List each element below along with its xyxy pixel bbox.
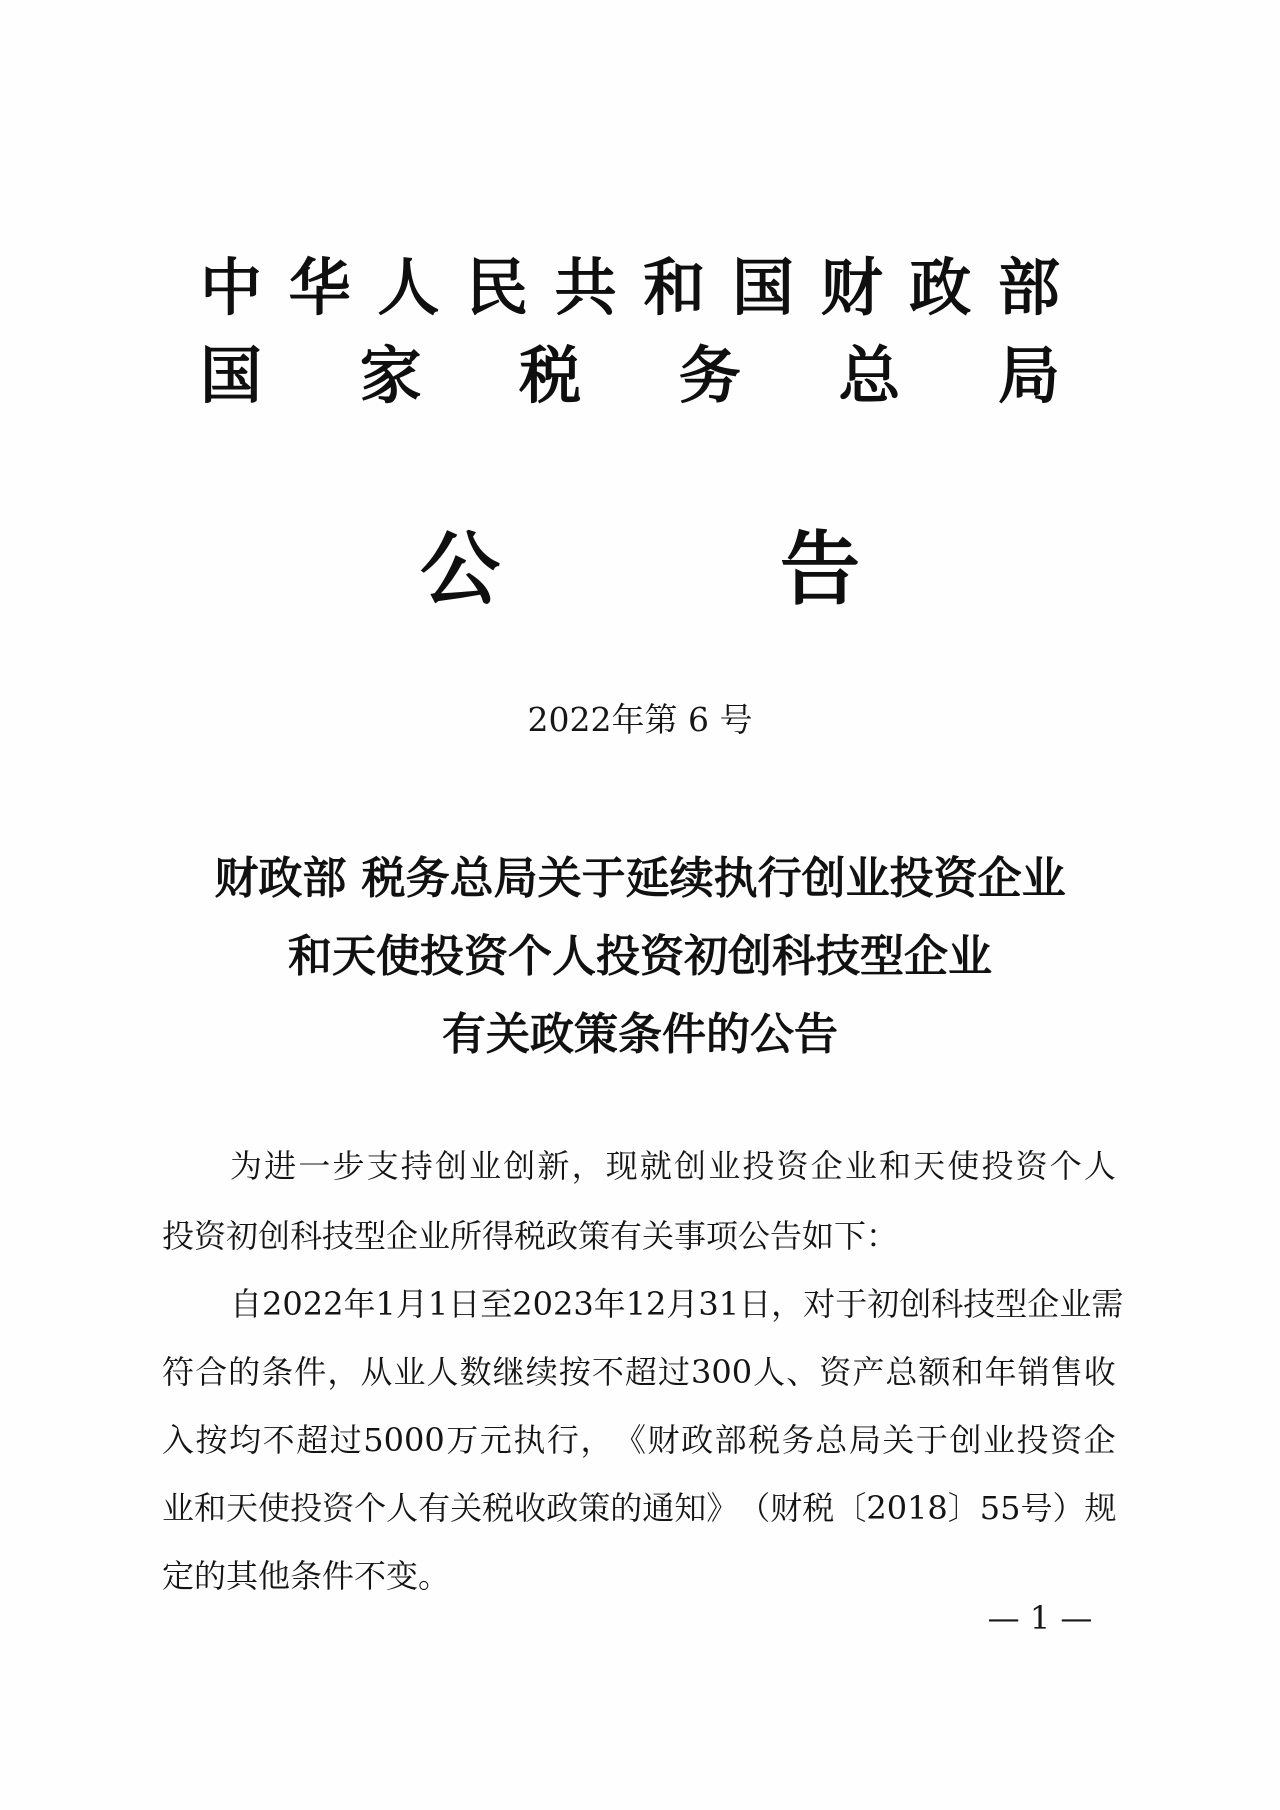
text-token: 业 [983, 1421, 1016, 1459]
text-token: 和 [878, 1147, 911, 1185]
text-token: 额 [918, 1353, 951, 1391]
issuer-char: 政 [909, 251, 972, 324]
text-token: 的 [228, 1353, 261, 1391]
document-number: 2022年第 6 号 [527, 700, 753, 739]
text-token: 产 [852, 1353, 885, 1391]
text-token: 超 [296, 1421, 329, 1459]
issuer-tax-administration [200, 336, 1060, 416]
text-token: 55 [979, 1489, 1021, 1527]
text-token: 个 [1049, 1147, 1082, 1185]
text-token: 新 [537, 1147, 570, 1185]
text-token: 按 [195, 1421, 228, 1459]
text-token: 局 [848, 1421, 881, 1459]
text-token: 不 [591, 1353, 624, 1391]
text-token: 政 [681, 1421, 714, 1459]
text-token: 日 [739, 1285, 772, 1323]
text-token: ， [571, 1147, 604, 1185]
text-token: 人 [1083, 1147, 1116, 1185]
text-token: 使 [258, 1489, 291, 1527]
text-token: 续 [525, 1353, 558, 1391]
text-token: ） [1052, 1489, 1085, 1527]
text-token: 年 [984, 1353, 1017, 1391]
text-token: 号 [1020, 1489, 1053, 1527]
issuer-char: 民 [465, 251, 528, 324]
text-token: （ [738, 1489, 771, 1527]
text-token: 收 [1083, 1353, 1116, 1391]
text-token: 符 [162, 1353, 195, 1391]
text-token: 从 [360, 1353, 393, 1391]
text-token: 个 [354, 1489, 387, 1527]
text-token: 型 [995, 1285, 1028, 1323]
text-token: 《 [613, 1421, 646, 1459]
text-token: 部 [714, 1421, 747, 1459]
issuer-char: 国 [200, 339, 263, 412]
text-token: 进 [264, 1147, 297, 1185]
text-token: 现 [605, 1147, 638, 1185]
body-paragraph-line [162, 1348, 1116, 1396]
body-paragraph-line [162, 1416, 1116, 1464]
text-token: 政 [546, 1489, 579, 1527]
text-token: 天 [913, 1147, 946, 1185]
text-token: 于 [835, 1285, 868, 1323]
issuer-char: 财 [820, 251, 883, 324]
text-token: 收 [514, 1489, 547, 1527]
document-title-line: 和天使投资个人投资初创科技型企业 [288, 931, 992, 982]
text-token: 税 [748, 1421, 781, 1459]
text-token: 业 [162, 1489, 195, 1527]
issuer-char: 和 [643, 251, 706, 324]
text-token: 初 [867, 1285, 900, 1323]
issuer-char: 共 [554, 251, 617, 324]
text-token: 过 [657, 1353, 690, 1391]
text-token: 投 [1016, 1421, 1049, 1459]
text-token: 通 [642, 1489, 675, 1527]
body-paragraph-line [230, 1280, 1124, 1328]
text-token: 投 [742, 1147, 775, 1185]
text-token: 业 [844, 1147, 877, 1185]
text-token: 投 [981, 1147, 1014, 1185]
text-token: 总 [885, 1353, 918, 1391]
text-token: 日 [448, 1285, 481, 1323]
text-token: 不 [262, 1421, 295, 1459]
text-token: 有 [418, 1489, 451, 1527]
text-token: 税 [482, 1489, 515, 1527]
text-token: 销 [1017, 1353, 1050, 1391]
text-token: 支 [366, 1147, 399, 1185]
body-paragraph-line [230, 1142, 1116, 1190]
text-token: 资 [1050, 1421, 1083, 1459]
document-title-line: 财政部 税务总局关于延续执行创业投资企业 [214, 853, 1066, 904]
text-token: 资 [819, 1353, 852, 1391]
issuer-char: 务 [678, 339, 741, 412]
text-token: 为 [230, 1147, 263, 1185]
text-token: 规 [1084, 1489, 1117, 1527]
text-token: 、 [786, 1353, 819, 1391]
text-token: 数 [459, 1353, 492, 1391]
text-token: 创 [949, 1421, 982, 1459]
text-token: 元 [479, 1421, 512, 1459]
text-token: 税 [802, 1489, 835, 1527]
issuer-char: 税 [519, 339, 582, 412]
body-paragraph-line: 投资初创科技型企业所得税政策有关事项公告如下： [162, 1217, 899, 1255]
text-token: 和 [194, 1489, 227, 1527]
text-token: 对 [803, 1285, 836, 1323]
text-token: 万 [446, 1421, 479, 1459]
text-token: 创 [899, 1285, 932, 1323]
body-paragraph-line [162, 1484, 1116, 1532]
text-token: 均 [229, 1421, 262, 1459]
text-token: 技 [963, 1285, 996, 1323]
issuer-char: 人 [377, 251, 440, 324]
issuer-char: 国 [731, 251, 794, 324]
text-token: 2018 [866, 1489, 948, 1527]
text-token: 一 [298, 1147, 331, 1185]
text-token: 至 [480, 1285, 513, 1323]
text-token: 创 [674, 1147, 707, 1185]
text-token: 于 [915, 1421, 948, 1459]
issuer-char: 中 [200, 251, 263, 324]
text-token: 资 [776, 1147, 809, 1185]
text-token: 需 [1091, 1285, 1124, 1323]
text-token: 创 [503, 1147, 536, 1185]
text-token: 关 [882, 1421, 915, 1459]
text-token: 步 [332, 1147, 365, 1185]
text-token: 业 [469, 1147, 502, 1185]
text-token: 创 [434, 1147, 467, 1185]
text-token: 企 [1083, 1421, 1116, 1459]
text-token: 入 [162, 1421, 195, 1459]
text-token: 资 [322, 1489, 355, 1527]
issuer-char: 局 [997, 339, 1060, 412]
issuer-char: 华 [288, 251, 351, 324]
text-token: 科 [931, 1285, 964, 1323]
text-token: ， [580, 1421, 613, 1459]
issuer-char: 家 [359, 339, 422, 412]
doc-type-char: 告 [780, 521, 860, 616]
text-token: 31 [698, 1285, 740, 1323]
text-token: 1 [375, 1285, 396, 1323]
text-token: 自 [230, 1285, 263, 1323]
text-token: 企 [1027, 1285, 1060, 1323]
document-title-line: 有关政策条件的公告 [442, 1009, 838, 1060]
text-token: 行 [546, 1421, 579, 1459]
text-token: 持 [400, 1147, 433, 1185]
text-token: 5000 [363, 1421, 445, 1459]
text-token: 月 [666, 1285, 699, 1323]
text-token: 月 [395, 1285, 428, 1323]
text-token: 年 [343, 1285, 376, 1323]
text-token: 执 [513, 1421, 546, 1459]
body-paragraph-line: 定的其他条件不变。 [162, 1557, 451, 1595]
text-token: 策 [578, 1489, 611, 1527]
text-token: 合 [195, 1353, 228, 1391]
issuer-ministry-of-finance [200, 248, 1060, 328]
issuer-char: 部 [997, 251, 1060, 324]
text-token: 的 [610, 1489, 643, 1527]
text-token: 》 [706, 1489, 739, 1527]
text-token: 1 [427, 1285, 449, 1323]
text-token: 2022 [262, 1285, 344, 1323]
page-number: — 1 — [987, 1599, 1093, 1637]
text-token: 超 [624, 1353, 657, 1391]
text-token: ， [327, 1353, 360, 1391]
text-token: 人 [386, 1489, 419, 1527]
text-token: 使 [947, 1147, 980, 1185]
text-token: 企 [810, 1147, 843, 1185]
text-token: 〔 [834, 1489, 867, 1527]
issuer-char: 总 [838, 339, 901, 412]
document-type-heading [420, 512, 860, 616]
doc-type-char: 公 [420, 521, 500, 616]
text-token: 和 [951, 1353, 984, 1391]
text-token: 关 [450, 1489, 483, 1527]
text-token: 财 [647, 1421, 680, 1459]
text-token: 年 [593, 1285, 626, 1323]
text-token: ， [771, 1285, 804, 1323]
text-token: 售 [1050, 1353, 1083, 1391]
text-token: 〕 [947, 1489, 980, 1527]
text-token: 总 [815, 1421, 848, 1459]
text-token: 业 [393, 1353, 426, 1391]
text-token: 投 [290, 1489, 323, 1527]
text-token: 2023 [512, 1285, 594, 1323]
text-token: 知 [674, 1489, 707, 1527]
text-token: 件 [294, 1353, 327, 1391]
text-token: 天 [226, 1489, 259, 1527]
text-token: 12 [625, 1285, 667, 1323]
text-token: 按 [558, 1353, 591, 1391]
text-token: 财 [770, 1489, 803, 1527]
text-token: 300 [691, 1353, 753, 1391]
text-token: 继 [492, 1353, 525, 1391]
text-token: 资 [1015, 1147, 1048, 1185]
text-token: 务 [781, 1421, 814, 1459]
text-token: 业 [708, 1147, 741, 1185]
text-token: 过 [329, 1421, 362, 1459]
text-token: 就 [639, 1147, 672, 1185]
text-token: 人 [426, 1353, 459, 1391]
text-token: 人 [753, 1353, 786, 1391]
text-token: 业 [1059, 1285, 1092, 1323]
text-token: 条 [261, 1353, 294, 1391]
